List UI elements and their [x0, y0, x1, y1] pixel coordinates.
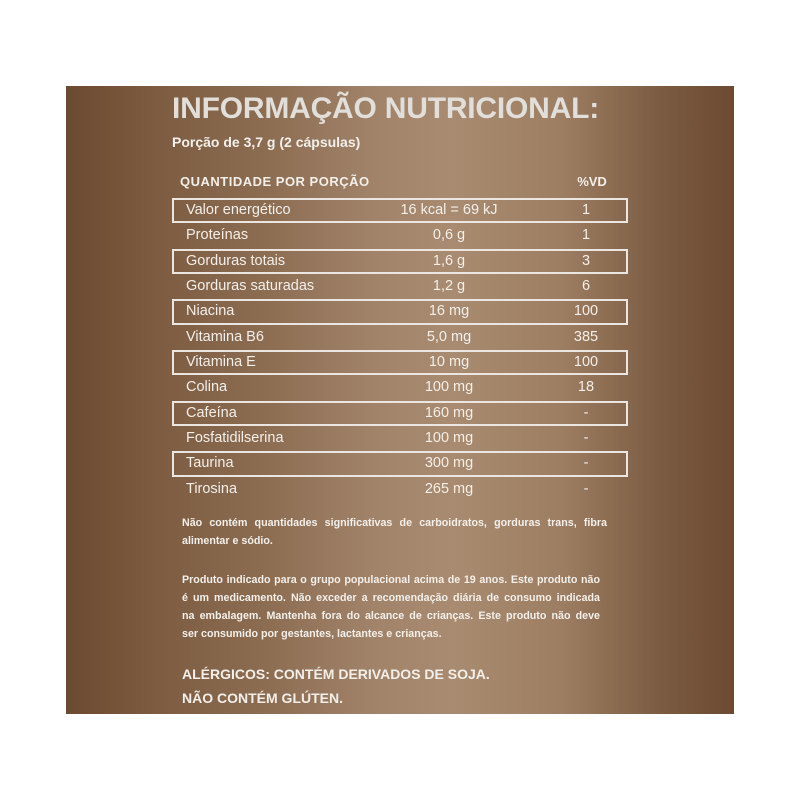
note-line: alimentar e sódio. — [182, 535, 273, 547]
nutrient-vd: - — [583, 455, 589, 472]
nutrition-table — [172, 198, 628, 502]
nutrient-vd: 18 — [577, 379, 595, 396]
nutrient-vd: - — [583, 480, 589, 497]
disclaimer-line: é um medicamento. Não exceder a recomendação diária de consumo indicada — [182, 592, 600, 604]
note-line: Não contém quantidades significativas de carboidratos, gorduras trans, fibra — [182, 517, 607, 529]
nutrient-vd: 1 — [581, 227, 591, 244]
nutrients-note — [182, 514, 607, 550]
nutrient-name: Taurina — [186, 455, 234, 472]
nutrient-row — [172, 451, 628, 476]
nutrient-amount: 5,0 mg — [426, 328, 472, 345]
nutrient-name: Vitamina B6 — [186, 328, 264, 345]
nutrient-amount: 160 mg — [424, 404, 474, 421]
nutrient-row — [172, 325, 628, 350]
nutrient-name: Gorduras totais — [186, 252, 286, 269]
nutrient-row — [172, 375, 628, 400]
nutrient-name: Cafeína — [186, 404, 237, 421]
header-quantity: QUANTIDADE POR PORÇÃO — [180, 174, 370, 189]
allergen-gluten: NÃO CONTÉM GLÚTEN. — [182, 690, 343, 706]
nutrient-vd: - — [583, 404, 589, 421]
nutrient-row — [172, 401, 628, 426]
nutrient-amount: 100 mg — [424, 379, 474, 396]
nutrient-row — [172, 198, 628, 223]
nutrient-vd: 100 — [573, 303, 599, 320]
nutrient-name: Fosfatidilserina — [186, 430, 284, 447]
nutrient-name: Colina — [186, 379, 228, 396]
nutrient-row — [172, 223, 628, 248]
header-vd: %VD — [577, 174, 607, 189]
nutrient-name: Gorduras saturadas — [186, 278, 315, 295]
nutrient-row — [172, 299, 628, 324]
nutrient-name: Valor energético — [186, 202, 291, 218]
nutrient-amount: 10 mg — [428, 354, 470, 371]
nutrient-name: Tirosina — [186, 480, 238, 497]
nutrient-vd: 3 — [581, 252, 591, 269]
nutrient-row — [172, 477, 628, 502]
allergen-soy: ALÉRGICOS: CONTÉM DERIVADOS DE SOJA. — [182, 666, 490, 682]
nutrient-row — [172, 249, 628, 274]
nutrient-vd: 385 — [573, 328, 599, 345]
nutrient-row — [172, 274, 628, 299]
nutrient-amount: 16 mg — [428, 303, 470, 320]
nutrient-vd: 1 — [581, 202, 591, 218]
nutrient-row — [172, 426, 628, 451]
nutrient-amount: 100 mg — [424, 430, 474, 447]
nutrition-panel — [66, 86, 734, 714]
nutrient-vd: 100 — [573, 354, 599, 371]
nutrient-name: Proteínas — [186, 227, 249, 244]
disclaimer-note — [182, 571, 600, 643]
nutrient-amount: 300 mg — [424, 455, 474, 472]
nutrient-amount: 1,2 g — [432, 278, 466, 295]
disclaimer-line: ser consumido por gestantes, lactantes e crianças. — [182, 628, 442, 640]
nutrient-vd: - — [583, 430, 589, 447]
disclaimer-line: na embalagem. Mantenha fora do alcance de crianças. Este produto não deve — [182, 610, 600, 622]
portion-size: Porção de 3,7 g (2 cápsulas) — [172, 134, 361, 150]
nutrient-vd: 6 — [581, 278, 591, 295]
disclaimer-line: Produto indicado para o grupo populacional acima de 19 anos. Este produto não — [182, 574, 600, 586]
nutrient-name: Niacina — [186, 303, 235, 320]
nutrient-name: Vitamina E — [186, 354, 256, 371]
nutrient-amount: 1,6 g — [432, 252, 466, 269]
nutrient-amount: 265 mg — [424, 480, 474, 497]
nutrient-amount: 0,6 g — [432, 227, 466, 244]
allergen-warnings — [182, 662, 490, 710]
panel-title: INFORMAÇÃO NUTRICIONAL: — [172, 92, 600, 125]
nutrient-amount: 16 kcal = 69 kJ — [400, 202, 498, 218]
nutrient-row — [172, 350, 628, 375]
